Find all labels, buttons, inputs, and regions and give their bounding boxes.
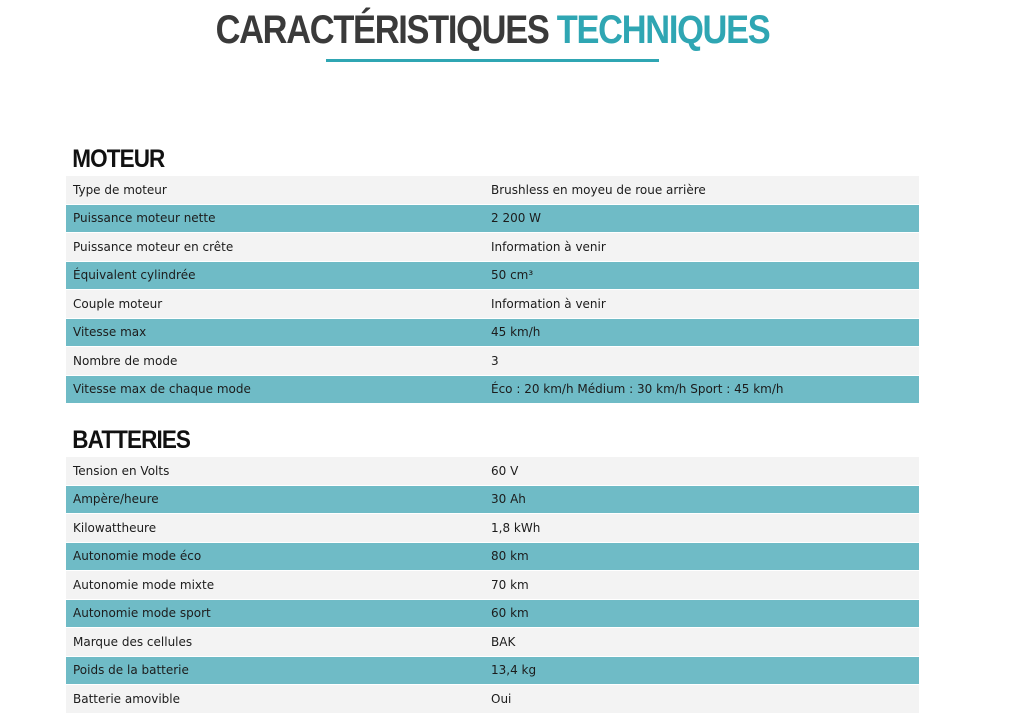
- battery-section: [66, 423, 919, 714]
- table-row: [66, 457, 919, 485]
- table-row: [66, 204, 919, 233]
- table-row: [66, 571, 919, 600]
- spec-value: Brushless en moyeu de roue arrière: [491, 182, 706, 197]
- spec-value: Information à venir: [491, 239, 606, 254]
- spec-label: Type de moteur: [73, 182, 167, 197]
- motor-spec-table: [66, 176, 919, 404]
- spec-label: Ampère/heure: [73, 492, 159, 507]
- table-row: [66, 318, 919, 347]
- battery-heading: BATTERIES: [72, 426, 191, 454]
- table-row: [66, 375, 919, 404]
- motor-heading: MOTEUR: [72, 145, 165, 173]
- spec-label: Puissance moteur en crête: [73, 239, 234, 254]
- table-row: [66, 514, 919, 543]
- spec-label: Équivalent cylindrée: [73, 268, 196, 283]
- battery-spec-table: [66, 457, 919, 714]
- table-row: [66, 656, 919, 685]
- spec-label: Autonomie mode sport: [73, 606, 211, 621]
- spec-label: Kilowattheure: [73, 520, 157, 535]
- table-row: [66, 685, 919, 714]
- spec-label: Puissance moteur nette: [73, 211, 216, 226]
- table-row: [66, 290, 919, 319]
- spec-label: Poids de la batterie: [73, 663, 189, 678]
- spec-label: Autonomie mode mixte: [73, 577, 215, 592]
- spec-value: BAK: [491, 634, 516, 649]
- motor-section: [66, 142, 919, 404]
- spec-value: Oui: [491, 691, 512, 706]
- page-header: [0, 0, 985, 54]
- table-row: [66, 347, 919, 376]
- spec-label: Nombre de mode: [73, 353, 178, 368]
- spec-value: Éco : 20 km/h Médium : 30 km/h Sport : 45 km/h: [491, 382, 784, 397]
- spec-value: 3: [491, 353, 499, 368]
- table-row: [66, 628, 919, 657]
- spec-label: Vitesse max: [73, 325, 147, 340]
- table-row: [66, 176, 919, 204]
- page-title-part1: CARACTÉRISTIQUES: [215, 8, 549, 52]
- table-row: [66, 542, 919, 571]
- spec-value: Information à venir: [491, 296, 606, 311]
- table-row: [66, 233, 919, 262]
- spec-value: 50 cm³: [491, 268, 534, 283]
- table-row: [66, 485, 919, 514]
- spec-label: Batterie amovible: [73, 691, 180, 706]
- spec-label: Marque des cellules: [73, 634, 193, 649]
- page-title: [69, 0, 916, 54]
- spec-label: Vitesse max de chaque mode: [73, 382, 251, 397]
- spec-value: 45 km/h: [491, 325, 541, 340]
- spec-value: 13,4 kg: [491, 663, 537, 678]
- page-title-part2: TECHNIQUES: [556, 8, 770, 52]
- spec-value: 2 200 W: [491, 211, 542, 226]
- spec-value: 1,8 kWh: [491, 520, 541, 535]
- spec-label: Tension en Volts: [73, 463, 170, 478]
- spec-value: 30 Ah: [491, 492, 526, 507]
- table-row: [66, 261, 919, 290]
- spec-label: Autonomie mode éco: [73, 549, 202, 564]
- title-underline: [326, 59, 659, 62]
- table-row: [66, 599, 919, 628]
- spec-value: 60 V: [491, 463, 519, 478]
- spec-label: Couple moteur: [73, 296, 163, 311]
- spec-value: 60 km: [491, 606, 529, 621]
- spec-value: 80 km: [491, 549, 529, 564]
- spec-value: 70 km: [491, 577, 529, 592]
